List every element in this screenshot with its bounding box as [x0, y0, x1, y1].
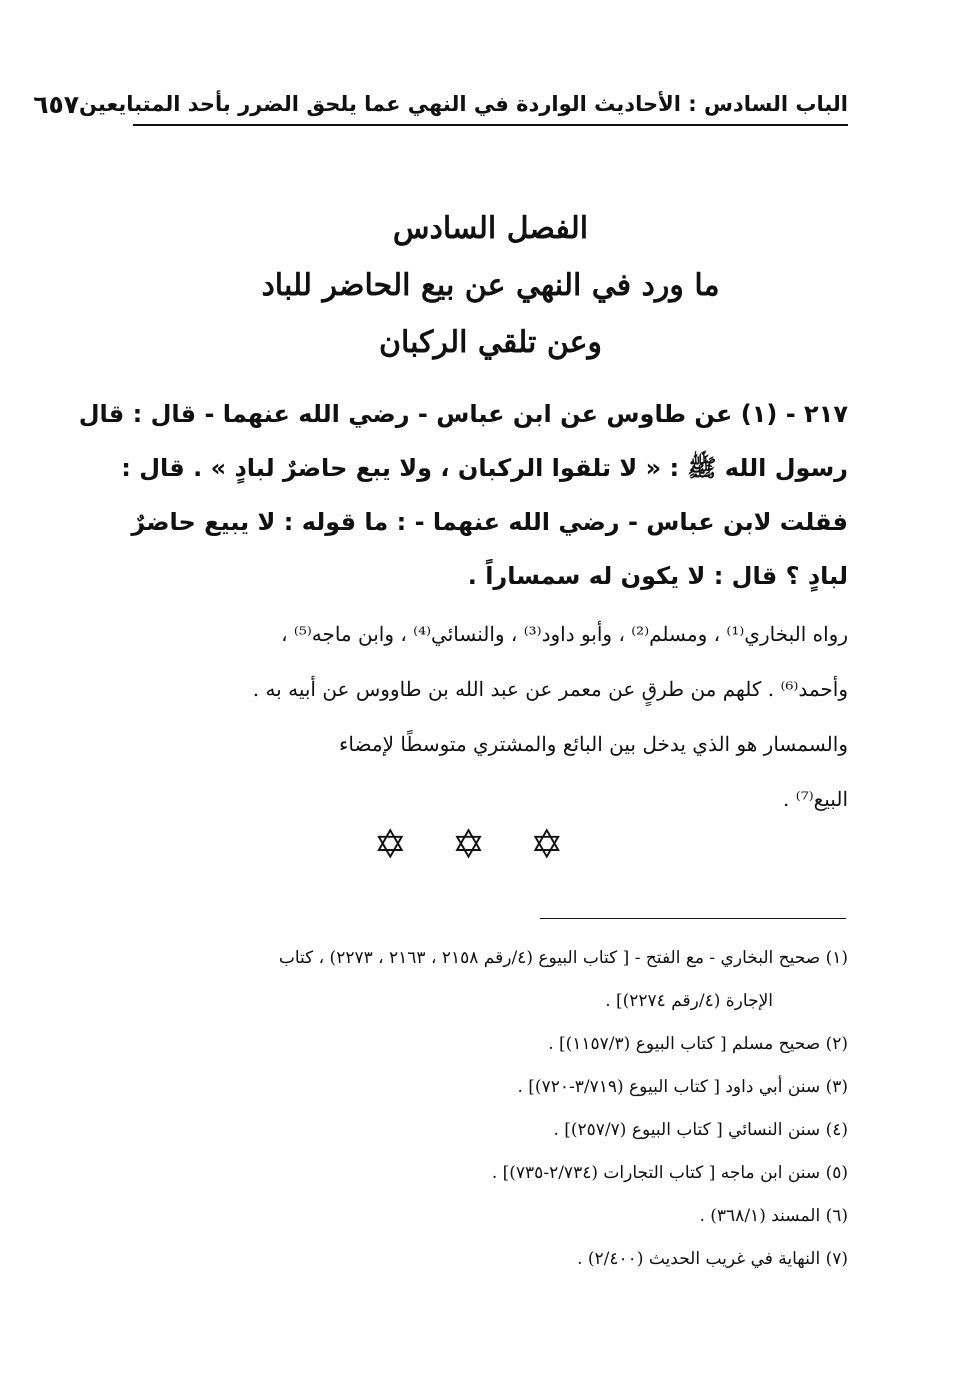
- chapter-subtitle-line-1: ما ورد في النهي عن بيع الحاضر للباد: [261, 268, 720, 303]
- star-ornament-icon: ✡: [451, 822, 502, 868]
- commentary-text: [133, 607, 848, 827]
- footnote-2: (٢) صحيح مسلم [ كتاب البيوع (١١٥٧/٣)] .: [548, 1034, 848, 1054]
- page-number: ٦٥٧: [33, 89, 80, 119]
- commentary-line-3: والسمسار هو الذي يدخل بين البائع والمشتري متوسطًا لإمضاء: [339, 732, 848, 756]
- hadith-line-2: رسول الله ﷺ : « لا تلقوا الركبان ، ولا يبع حاضرٌ لبادٍ » . قال :: [121, 454, 848, 482]
- chapter-subtitle-line-2: وعن تلقي الركبان: [378, 325, 603, 360]
- footnote-1: (١) صحيح البخاري - مع الفتح - [ كتاب البيوع (٤/رقم ٢١٥٨ ، ٢١٦٣ ، ٢٢٧٣) ، كتاب: [278, 948, 848, 968]
- chapter-heading: [133, 200, 848, 371]
- footnote-3: (٣) سنن أبي داود [ كتاب البيوع (٣/٧١٩-٧٢٠)] .: [517, 1077, 848, 1097]
- hadith-line-3: فقلت لابن عباس - رضي الله عنهما - : ما قوله : لا يبيع حاضرٌ: [131, 508, 848, 536]
- star-ornament-icon: ✡: [373, 822, 424, 868]
- commentary-line-1: رواه البخاري⁽¹⁾ ، ومسلم⁽²⁾ ، وأبو داود⁽³⁾ ، والنسائي⁽⁴⁾ ، وابن ماجه⁽⁵⁾ ،: [281, 622, 848, 646]
- commentary-line-2: وأحمد⁽⁶⁾ . كلهم من طرقٍ عن معمر عن عبد الله بن طاووس عن أبيه به .: [252, 677, 848, 701]
- footnotes: [133, 937, 848, 1281]
- footnote-5: (٥) سنن ابن ماجه [ كتاب التجارات (٢/٧٣٤-٧٣٥)] .: [491, 1163, 848, 1183]
- hadith-text: [78, 387, 848, 603]
- chapter-title: الفصل السادس: [392, 211, 589, 246]
- running-title: الباب السادس : الأحاديث الواردة في النهي عما يلحق الضرر بأحد المتبايعين: [79, 92, 848, 116]
- commentary-line-4: البيع⁽⁷⁾ .: [783, 787, 848, 811]
- footnote-4: (٤) سنن النسائي [ كتاب البيوع (٢٥٧/٧)] .: [553, 1120, 848, 1140]
- footnote-7: (٧) النهاية في غريب الحديث (٢/٤٠٠) .: [577, 1249, 848, 1269]
- footnote-separator: [540, 918, 846, 919]
- footnote-6: (٦) المسند (٣٦٨/١) .: [699, 1206, 848, 1226]
- hadith-line-1: ٢١٧ - (١) عن طاوس عن ابن عباس - رضي الله عنهما - قال : قال: [78, 400, 848, 428]
- running-header: [33, 84, 848, 126]
- star-ornament-icon: ✡: [529, 822, 580, 868]
- footnote-1-continued: الإجارة (٤/رقم ٢٢٧٤)] .: [605, 991, 773, 1011]
- section-ornament: [0, 822, 953, 868]
- hadith-line-4: لبادٍ ؟ قال : لا يكون له سمساراً .: [467, 562, 848, 590]
